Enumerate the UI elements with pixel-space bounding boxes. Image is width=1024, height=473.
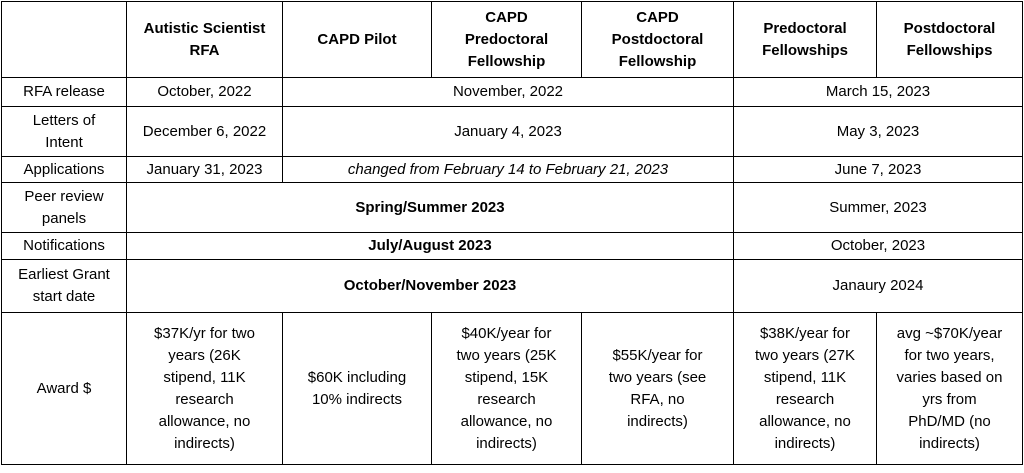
cell-award-capd-pilot: $60K including 10% indirects [283,313,432,465]
header-autistic-scientist-rfa: Autistic Scientist RFA [127,2,283,78]
cell-autistic-rfa: October, 2022 [127,78,283,107]
row-label: Applications [2,157,127,183]
cell-autistic-rfa: January 31, 2023 [127,157,283,183]
cell-award-capd-postdoctoral: $55K/year for two years (see RFA, no indirects) [582,313,734,465]
header-corner-cell [2,2,127,78]
cell-capd-programs: January 4, 2023 [283,107,734,157]
cell-award-capd-predoctoral: $40K/year for two years (25K stipend, 15K research allowance, no indirects) [432,313,582,465]
header-capd-pilot: CAPD Pilot [283,2,432,78]
cell-award-postdoctoral: avg ~$70K/year for two years, varies based on yrs from PhD/MD (no indirects) [877,313,1023,465]
cell-fellowships: May 3, 2023 [734,107,1023,157]
cell-award-predoctoral: $38K/year for two years (27K stipend, 11K research allowance, no indirects) [734,313,877,465]
cell-autistic-rfa: December 6, 2022 [127,107,283,157]
row-label: Letters of Intent [2,107,127,157]
row-label: Award $ [2,313,127,465]
row-peer-review-panels [2,183,1023,233]
header-postdoctoral-fellowships: Postdoctoral Fellowships [877,2,1023,78]
cell-fellowships: October, 2023 [734,233,1023,260]
cell-award-autistic-rfa: $37K/yr for two years (26K stipend, 11K research allowance, no indirects) [127,313,283,465]
row-earliest-grant-start-date [2,260,1023,313]
row-rfa-release [2,78,1023,107]
row-label: Notifications [2,233,127,260]
cell-capd-programs: changed from February 14 to February 21, 2023 [283,157,734,183]
row-award [2,313,1023,465]
row-applications [2,157,1023,183]
row-label: Earliest Grant start date [2,260,127,313]
cell-fellowships: Janaury 2024 [734,260,1023,313]
cell-fellowships: Summer, 2023 [734,183,1023,233]
cell-capd-programs: November, 2022 [283,78,734,107]
header-capd-postdoctoral-fellowship: CAPD Postdoctoral Fellowship [582,2,734,78]
cell-autistic-and-capd: July/August 2023 [127,233,734,260]
row-label: Peer review panels [2,183,127,233]
cell-autistic-and-capd: Spring/Summer 2023 [127,183,734,233]
cell-autistic-and-capd: October/November 2023 [127,260,734,313]
cell-fellowships: June 7, 2023 [734,157,1023,183]
funding-timeline-table [1,1,1023,465]
row-label: RFA release [2,78,127,107]
row-notifications [2,233,1023,260]
header-predoctoral-fellowships: Predoctoral Fellowships [734,2,877,78]
header-row [2,2,1023,78]
row-letters-of-intent [2,107,1023,157]
cell-fellowships: March 15, 2023 [734,78,1023,107]
header-capd-predoctoral-fellowship: CAPD Predoctoral Fellowship [432,2,582,78]
